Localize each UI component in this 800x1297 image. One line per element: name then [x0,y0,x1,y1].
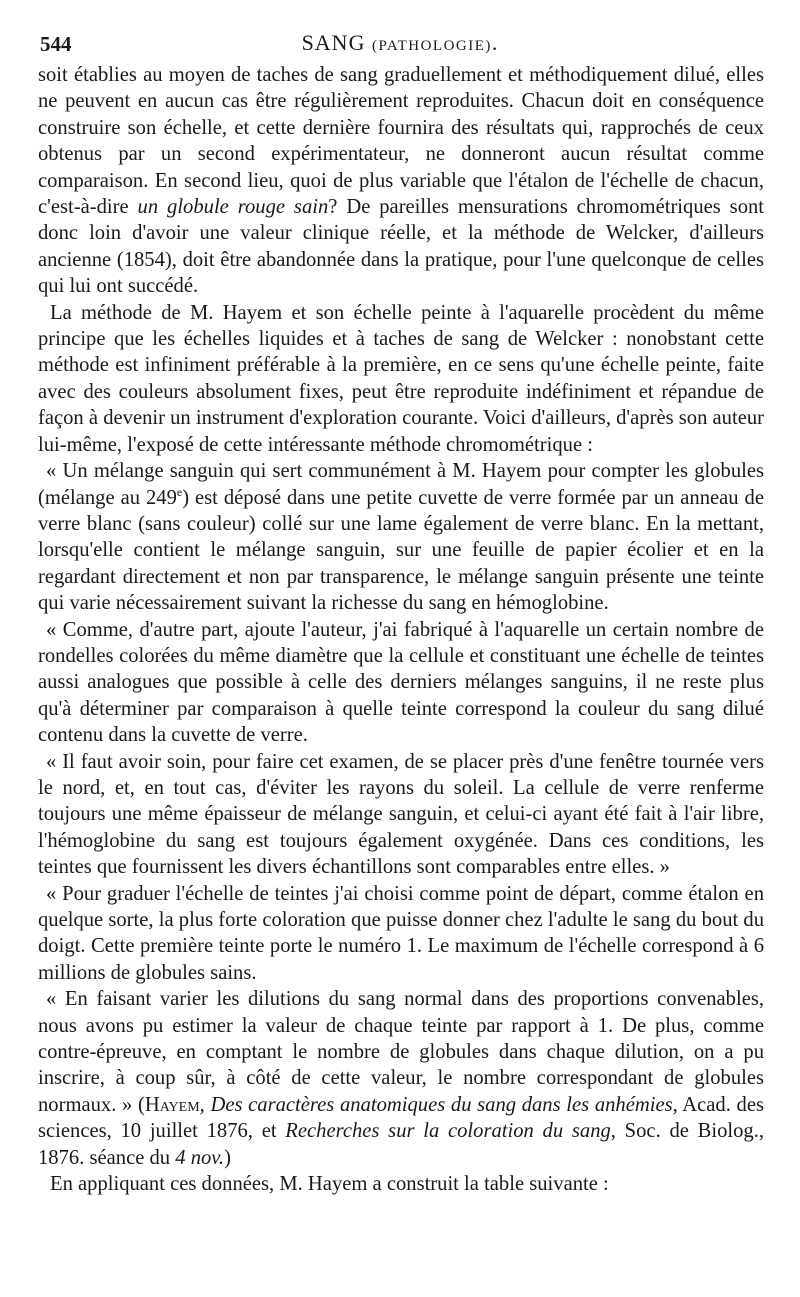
paragraph-2: La méthode de M. Hayem et son échelle peinte à l'aquarelle procèdent du même principe que les échelles liquides et à taches de sang de Welcker : nonobstant cette méthode est infiniment préférable à la première, en ce sens qu'une échelle peinte, faite avec des couleurs absolument fixes, peut être reproduite indéfiniment et répandue de façon à devenir un instrument d'exploration courante. Voici d'ailleurs, d'après son auteur lui-même, l'exposé de cette intéressante méthode chromométrique : [38,301,764,456]
paragraph-1: soit établies au moyen de taches de sang graduellement et méthodiquement dilué, elles ne peuvent en aucun cas être régulièrement reproduites. Chacun doit en conséquence construire son échelle, et cette dernière fournira des résultats qui, rapprochés de ceux obtenus par un second expérimentateur, ne donneront aucun résultat comme comparaison. En second lieu, quoi de plus variable que l'étalon de l'échelle de chacun, c'est-à-dire un globule rouge sain? De pareilles mensurations chromométriques sont donc loin d'avoir une valeur clinique réelle, et la méthode de Welcker, d'ailleurs ancienne (1854), doit être abandonnée dans la pratique, pour l'une quelconque de celles qui lui ont succédé. [38,64,765,298]
quote-paragraph-1: « Un mélange sanguin qui sert communément à M. Hayem pour compter les globules (mélange au 249e) est déposé dans une petite cuvette de verre formée par un anneau de verre blanc (sans couleur) collé sur une lame également de verre blanc. En la mettant, lorsqu'elle contient le mélange sanguin, sur une feuille de papier écolier et en la regardant directement et non par transparence, le mélange sanguin présente une teinte qui varie nécessairement suivant la richesse du sang en hémoglobine. [38,460,764,615]
citation-date: 4 nov. [175,1146,225,1169]
running-head [40,30,760,56]
quote-paragraph-3: « Il faut avoir soin, pour faire cet examen, de se placer près d'une fenêtre tournée vers le nord, et, en tout cas, d'éviter les rayons du soleil. La cellule de verre renferme toujours une même épaisseur de mélange sanguin, et celui-ci ayant été fait à l'air libre, l'hémoglobine du sang est toujours également oxygénée. Dans ces conditions, les teintes que fournissent les divers échantillons sont comparables entre elles. » [38,750,764,879]
quote-paragraph-5: « En faisant varier les dilutions du sang normal dans des proportions convenables, nous avons pu estimer la valeur de chaque teinte par rapport à 1. De plus, comme contre-épreuve, en comptant le nombre de globules dans chaque dilution, on a pu inscrire, à coup sûr, à côté de cette valeur, le nombre correspondant de globules normaux. » (Hayem, Des caractères anatomiques du sang dans les anhémies, Acad. des sciences, 10 juillet 1876, et Recherches sur la coloration du sang, Soc. de Biolog., 1876. séance du 4 nov.) [38,988,765,1169]
quote-paragraph-4: « Pour graduer l'échelle de teintes j'ai choisi comme point de départ, comme étalon en quelque sorte, la plus forte coloration que puisse donner chez l'adulte le sang du bout du doigt. Cette première teinte porte le numéro 1. Le maximum de l'échelle correspond à 6 millions de globules sains. [38,882,764,984]
citation-title-2: Recherches sur la coloration du sang [285,1120,611,1143]
paragraph-final: En appliquant ces données, M. Hayem a construit la table suivante : [50,1173,609,1196]
running-subtitle: (PATHOLOGIE) [371,38,492,54]
page-header [40,28,760,60]
italic-term: un globule rouge sain [137,196,329,219]
page-number: 544 [40,32,72,56]
running-end: . [491,30,499,55]
citation-title-1: Des caractères anatomiques du sang dans les anhémies [210,1093,673,1116]
quote-paragraph-2: « Comme, d'autre part, ajoute l'auteur, j'ai fabriqué à l'aquarelle un certain nombre de rondelles colorées du même diamètre que la cellule et constituant une échelle de teintes aussi analogues que possible à celle des derniers mélanges sanguins, il ne reste plus qu'à déterminer par comparaison à quelle teinte correspond la couleur du sang dilué contenu dans la cuvette de verre. [38,618,764,747]
author-name: Hayem [144,1093,200,1116]
page-body [38,62,764,1197]
running-title: SANG [301,30,366,55]
